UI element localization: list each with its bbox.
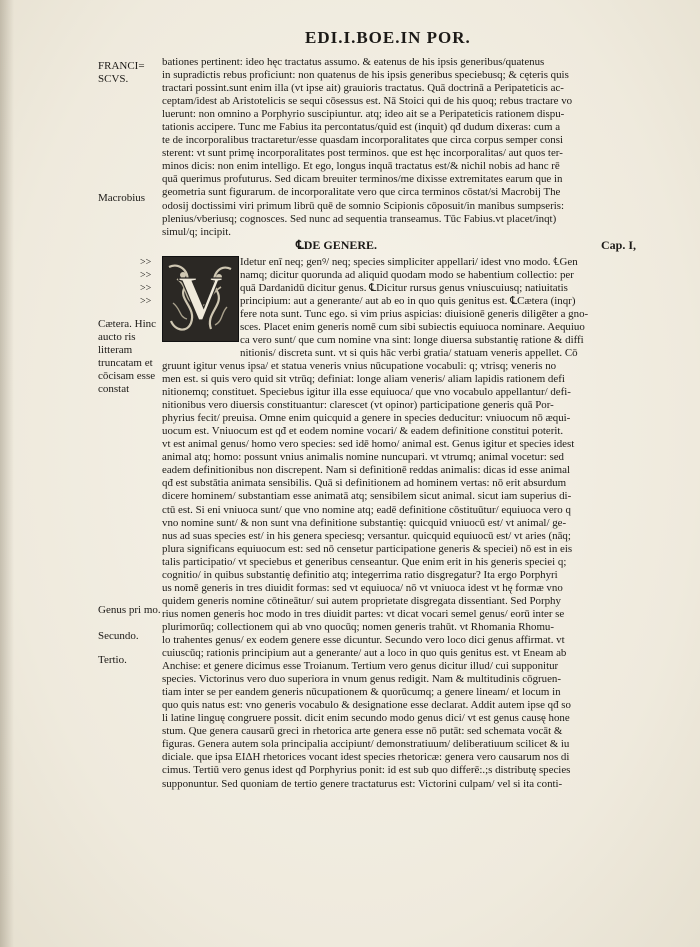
text-line: minos dicis: non enim intelligo. Et ego, longus inquā tractatus est/& nichil nobis ad hanc rē (162, 160, 560, 173)
text-line: Idetur enī neq; genꝰ/ neq; species simpliciter appellari/ idest vno modo. ℄Gen (240, 256, 578, 268)
text-line: ceptam/idest ab Aristotelicis se sequi cōsessus est. Nā Stoici qui de his quoq; rebus tractare vo (162, 95, 573, 108)
text-block-main (162, 360, 640, 930)
text-line: simul/q; incipit. (162, 225, 231, 238)
text-line: geometria sunt figurarum. de incorporalitate vero que circa terminos cōstat/si Macrobij The (162, 186, 561, 199)
text-line: te de incorporalibus tractaretur/esse quasdam incorporalitates que circa corpus semper consi (162, 134, 563, 147)
text-line: figuras. Genera autem sola principalia accipiunt/ demonstratiuum/ deliberatiuum scilicet & iu (162, 738, 570, 751)
text-line: eadem definitionibus non discrepent. Nam si definitionē reddas animalis: dicas id esse animal (162, 464, 570, 477)
text-line: in supradictis rebus proficiunt: non quatenus de his ipsis generibus speciebusq; & cęteris quis (162, 69, 569, 82)
text-line: nus ad suas species est/ in his genera speciesq; versantur. quicquid equiuocū est/ vt aries (nāq; (162, 529, 571, 542)
text-line: stum. Que genera causarū greci in rhetorica arte genera esse nō putāt: sed schemata vocāt & (162, 725, 563, 738)
text-line: luerunt: non omnino a Porphyrio suscipiuntur. atq; ideo ait se a Peripateticis rationem dispu- (162, 108, 565, 121)
text-line: odosij doctissimi viri primum librū quē de somnio Scipionis cōposuit/in manibus sumpseris: (162, 199, 565, 212)
text-line: nitionemq; constituet. Speciebus igitur illa esse equiuoca/ que vno vocabulo appellantur/ defi- (162, 386, 571, 399)
text-line: quo quis natus est: vno generis vocabulo & designatione esse declarat. Addit autem ipse qđ so (162, 699, 571, 712)
text-line: lo trahentes genus/ ex eodem genere esse dicuntur. Secundo vero loco dici genus affirmat. vt (162, 633, 565, 646)
text-line: quā Dardanidū dicitur genus. ℄Dicitur rursus genus vniuscuiusq; natiuitatis (240, 282, 568, 295)
text-line: dicere hominem/ substantiam esse animatā atq; sensibilem sicut animal. sicut iam superius di- (162, 490, 572, 503)
text-line: namq; dicitur quorunda ad aliquid quodam modo se habentium collectio: per (240, 269, 574, 282)
text-line: tractari possint.sunt enim illa (vt ipse ait) grauioris tractatus. Quā doctrinā a Peripateticis ac- (162, 82, 564, 95)
chapter-heading (296, 238, 636, 253)
text-line: cuiuscūq; rationis principium aut a generante/ aut a loco in quo quis genitus est. vt Eneam ab (162, 647, 567, 660)
text-line: cognitio/ in quibus substantię definitio atq; integerrima ratio disgregatur? Ita ergo Porphyri (162, 568, 558, 581)
decorated-initial-letter (162, 256, 239, 342)
binding-shadow (0, 0, 14, 947)
text-line: quā querimus profuturus. Sed dicam breuiter terminos/me dixisse extremitates earum que in (162, 173, 563, 186)
text-block-top (162, 56, 640, 240)
text-line: vt est animal genus/ homo vero species: sed idē homo/ animal est. Genus igitur et species idest (162, 438, 575, 451)
text-line: animal atq; homo: possunt vnius animalis nomine nuncupari. vt vtrumq; animal vocetur: sed (162, 451, 564, 464)
text-line: qđ est substātia animata sensibilis. Quā si definitionem ad hominem vertas: nō erit absurdum (162, 477, 567, 490)
text-line: cimus. Tertiū vero genus idest qđ Porphyrius ponit: id est sub quo differē:.;s distributę species (162, 764, 571, 777)
text-line: sces. Placet enim generis nomē cum sibi subiectis equiuoca nominare. Aequiuo (240, 321, 585, 334)
text-line: species. Victorinus vero duo superiora in vnum genus redigit. Nam & multitudinis cōgruen- (162, 673, 562, 686)
quote-mark: >> (140, 283, 152, 294)
quote-mark: >> (140, 270, 152, 281)
chapter-title: ℄DE GENERE. (296, 238, 378, 252)
margin-note-secundo: Secundo. (98, 630, 139, 642)
running-head: EDI.I.BOE.IN POR. (305, 28, 471, 47)
text-line: plenius/vberiusq; cognosces. Sed nunc ad sequentia transeamus. Tūc Fabius.vt placet/inqt) (162, 212, 557, 225)
quote-mark: >> (140, 257, 152, 268)
initial-letter: V (178, 265, 223, 333)
text-line: phyrius fecit/ preuisa. Omne enim quicquid a genere in species deducitur: vniuocum nō æqui- (162, 412, 571, 425)
chapter-number: Cap. I, (600, 238, 636, 252)
text-line: men est. si quis vero quid sit vtrūq; definiat: longe aliam veneris/ aliam lapidis rationem defi (162, 373, 565, 386)
margin-note-macrobius: Macrobius (98, 192, 146, 204)
initial-ornament-icon (163, 257, 238, 341)
text-line: li latine linguę congruere possit. dicit enim secundo modo genus dici/ vt est genus causę hone (162, 712, 570, 725)
text-line: principium: aut a generante/ aut ab eo in quo quis genitus est. ℄Cætera (inqr) (240, 295, 576, 308)
text-line: ca vero sunt/ que cum nomine vna sint: longe diuersa substantię ratione & diffi (240, 334, 584, 347)
margin-note-tertio: Tertio. (98, 654, 127, 666)
text-line: sterent: vt sunt primę incorporalitates post terminos. que est hęc incorporalitas/ aut quos ter- (162, 147, 563, 160)
margin-note-franciscus: FRANCI= SCVS. (98, 60, 145, 85)
text-line: tiam inter se per eandem generis nūcupationem & quorūcumq; a genere lineam/ et locum in (162, 686, 561, 699)
text-line: gruunt igitur venus ipsa/ et statua veneris vnius nūcupatione vocabuli: q; vtrisq; veneris no (162, 360, 557, 372)
quote-marks (140, 256, 156, 308)
text-block-beside-initial (240, 256, 640, 362)
text-line: talis participatio/ vt speciebus et generibus censeantur. Que enim erit in his generis speciei q; (162, 555, 567, 568)
text-line: vno nomine sunt/ & non sunt vna definitione substantię: quicquid vniuocū est/ vt animal/ ge- (162, 516, 567, 529)
text-line: us nomē generis in tres diuidit formas: sed vt equiuoca/ nō vt vniuoca idest vt hę formæ vno (162, 581, 563, 594)
text-line: rius nomen generis hoc modo in tres diuidit partes: vt dicat vocari semel genus/ eorū inter se (162, 607, 565, 620)
text-line: bationes pertinent: ideo hęc tractatus assumo. & eatenus de his ipsis generibus/quatenus (162, 56, 545, 68)
text-line: uocum est. Vniuocum est qđ et eodem nomine vocari/ & eadem definitione constitui poterit. (162, 425, 564, 438)
text-line: tationis accipere. Tunc me Fabius ita percontatus/quid est (inquit) qđ dudum dixeras: cum a (162, 121, 561, 134)
text-line: nitionibus vero diuersis constituantur: clarescet (vt opinor) participatione generis quā Por- (162, 399, 554, 412)
text-line: quidem generis nomine cōtineātur/ sui autem proprietate disgregata dissentiant. Sed Porphy (162, 594, 561, 607)
text-line: plurimorūq; collectionem qui ab vno quocūq; nomen generis trahūt. vt Rhomania Rhomu- (162, 620, 554, 633)
text-line: ctū est. Si eni vniuoca sunt/ que vno nomine atq; eadē definitione cōstituūtur/ equiuoca vero q (162, 503, 571, 516)
text-line: Anchise: et genere dicimus esse Troianum. Tertium vero genus dicitur illud/ cui supponitur (162, 660, 559, 673)
quote-mark: >> (140, 296, 152, 307)
text-line: supponuntur. Sed quoniam de tertio genere tractaturus est: Victorini culpam/ vel si ita conti- (162, 777, 563, 790)
margin-note-cetera: Cætera. Hinc aucto ris litteram truncatam et cōcisam esse constat (98, 318, 157, 395)
text-line: nitionis/ discreta sunt. vt si quis hāc verbi gratia/ statuam veneris appellet. Cō (240, 347, 578, 360)
text-line: fere nota sunt. Tunc ego. si vim prius aspicias: diuisionē generis diligēter a gno- (240, 308, 589, 321)
text-line: plura significans equiuocum est: sed nō censetur participatione generis & speciei) nō est in eis (162, 542, 573, 555)
margin-note-genus-primo: Genus pri mo. (98, 604, 161, 616)
text-line: diciale. que ipsa ΕΙΔΗ rhetorices vocant idest species rhetoricæ: genera vero causarum nos di (162, 751, 570, 764)
